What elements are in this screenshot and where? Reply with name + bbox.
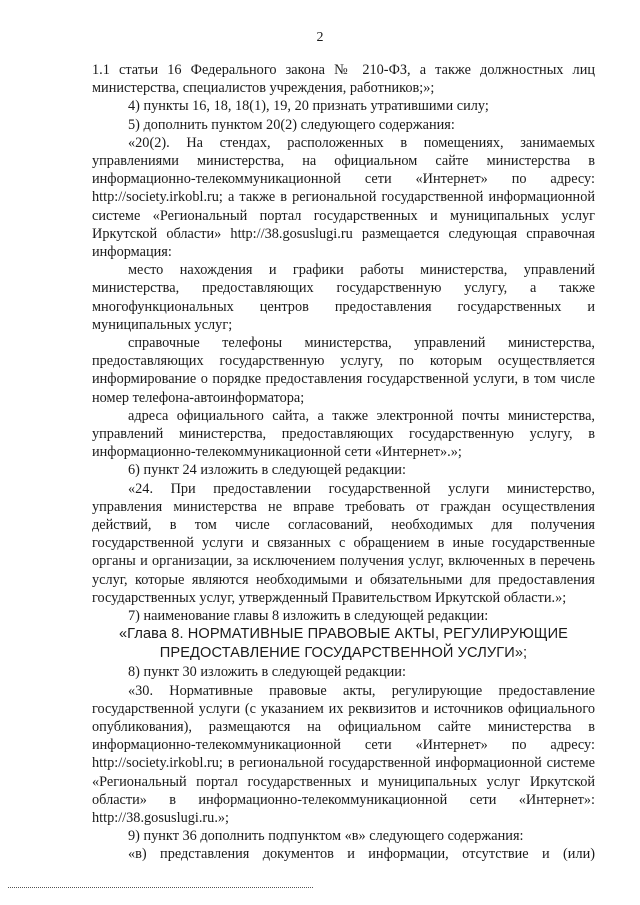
paragraph-1: 1.1 статьи 16 Федерального закона № 210-ФЗ, а также должностных лиц министерства, специалистов учреждения, работников;»; [92, 62, 595, 97]
page-number: 2 [316, 30, 324, 45]
footer-divider [8, 887, 313, 888]
paragraph-14: 9) пункт 36 дополнить подпунктом «в» следующего содержания: [128, 828, 524, 845]
paragraph-3: 5) дополнить пунктом 20(2) следующего содержания: [128, 116, 455, 133]
chapter-heading: «Глава 8. НОРМАТИВНЫЕ ПРАВОВЫЕ АКТЫ, РЕГУЛИРУЮЩИЕ ПРЕДОСТАВЛЕНИЕ ГОСУДАРСТВЕННОЙ УСЛУГИ»; [118, 626, 569, 662]
paragraph-4: «20(2). На стендах, расположенных в помещениях, занимаемых управлениями министерства, на официальном сайте министерства в информационно-телекоммуникационной сети «Интернет» по адресу: http://society.irkobl.ru; а также в региональной государственной информационной системе «Региональный портал государственных и муниципальных услуг Иркутской области» http://38.gosuslugi.ru размещается следующая справочная информация: [92, 134, 595, 261]
paragraph-7: адреса официального сайта, а также электронной почты министерства, управлений министерства, предоставляющих государственную услугу, в информационно-телекоммуникационной сети «Интернет».»; [92, 407, 595, 461]
paragraph-13: «30. Нормативные правовые акты, регулирующие предоставление государственной услуги (с указанием их реквизитов и источников официального опубликования), размещаются на официальном сайте министерства в информационно-телекоммуникационной сети «Интернет» по адресу: http://society.irkobl.ru; в региональной государственной информационной системе «Региональный портал государственных и муниципальных услуг Иркутской области» в информационно-телекоммуникационной сети «Интернет»: http://38.gosuslugi.ru.»; [92, 682, 595, 826]
paragraph-2: 4) пункты 16, 18, 18(1), 19, 20 признать утратившими силу; [128, 98, 489, 115]
paragraph-15: «в) представления документов и информации, отсутствие и (или) [128, 846, 595, 863]
document-body [92, 61, 595, 864]
paragraph-8: 6) пункт 24 изложить в следующей редакции: [128, 462, 406, 479]
paragraph-12: 8) пункт 30 изложить в следующей редакции: [128, 664, 406, 681]
paragraph-9: «24. При предоставлении государственной услуги министерство, управления министерства не вправе требовать от граждан осуществления действий, в том числе согласований, необходимых для получения государственной услуги и связанных с обращением в иные государственные органы и организации, за исключением получения услуг, включенных в перечень услуг, которые являются необходимыми и обязательными для предоставления государственных услуг, утвержденный Правительством Иркутской области.»; [92, 480, 595, 606]
paragraph-6: справочные телефоны министерства, управлений министерства, предоставляющих государственную услугу, по которым осуществляется информирование о порядке предоставления государственной услуги, в том числе номер телефона-автоинформатора; [92, 335, 595, 406]
paragraph-10: 7) наименование главы 8 изложить в следующей редакции: [128, 608, 489, 625]
paragraph-5: место нахождения и графики работы министерства, управлений министерства, предоставляющих государственную услугу, а также многофункциональных центров предоставления государственных и муниципальных услуг; [92, 262, 595, 333]
